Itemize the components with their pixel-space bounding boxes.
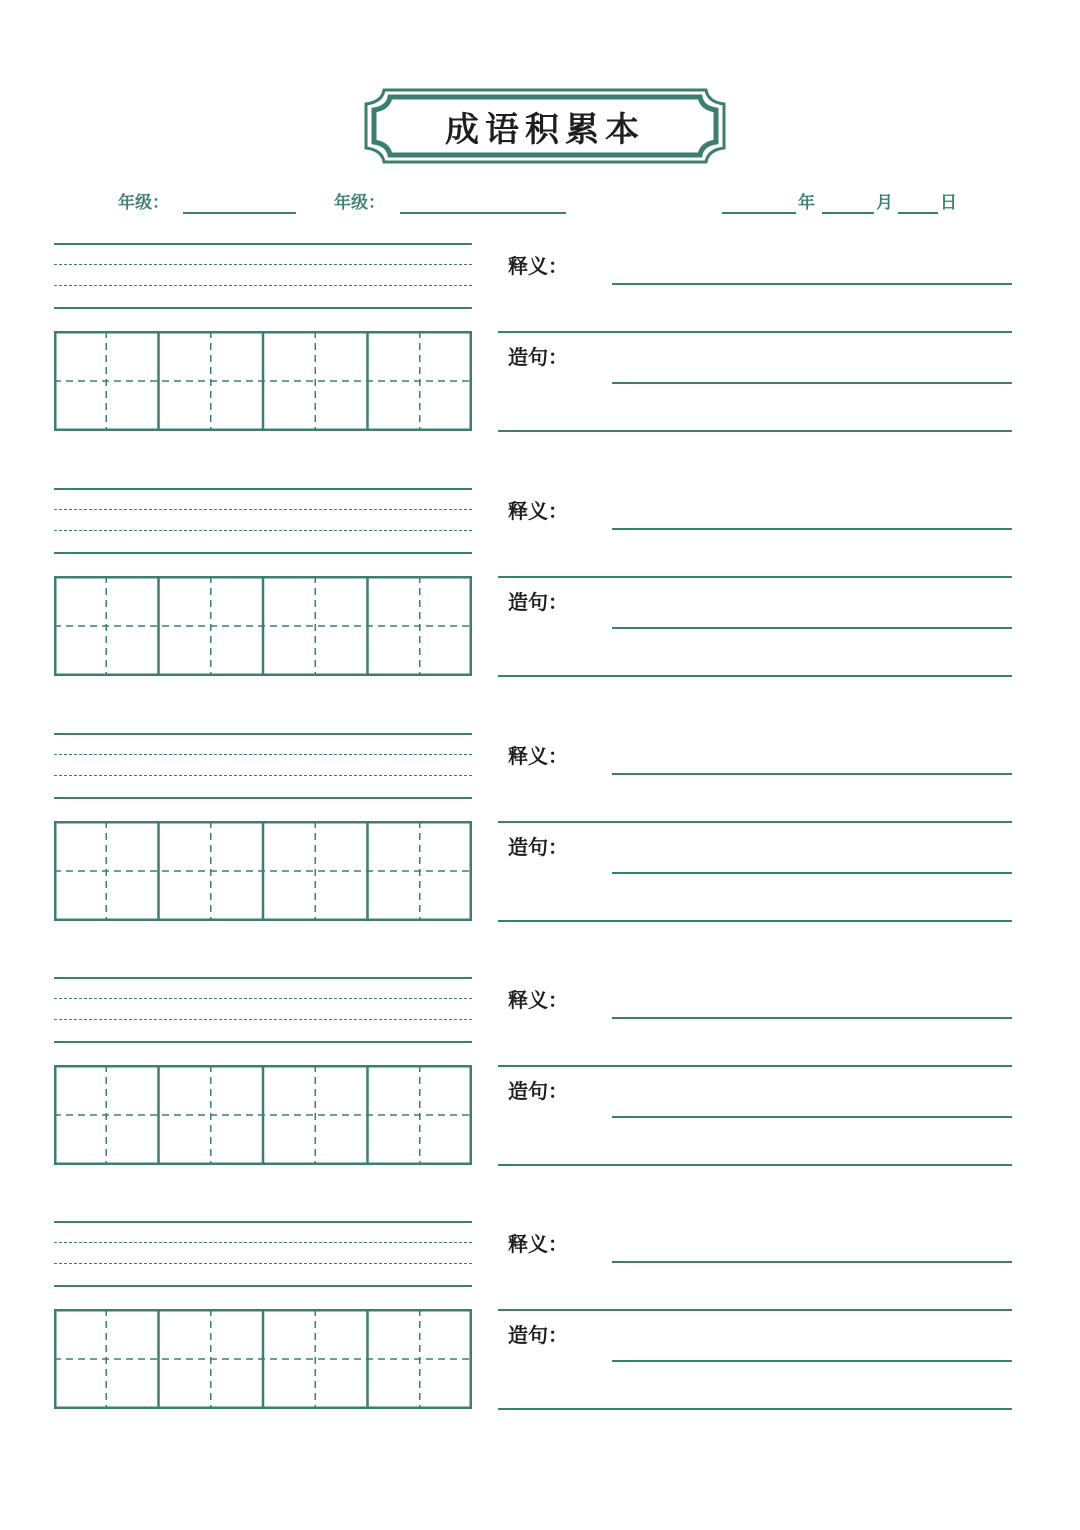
pinyin-dash-line: [54, 285, 472, 286]
sentence-line[interactable]: [612, 627, 1012, 629]
month-label: 月: [876, 193, 893, 213]
sentence-label: 造句：: [508, 345, 568, 369]
meaning-label: 释义：: [508, 988, 568, 1012]
pinyin-dash-line: [54, 998, 472, 999]
pinyin-bottom-line: [54, 797, 472, 799]
year-input-line[interactable]: [722, 212, 796, 214]
idiom-entry: [0, 243, 1080, 443]
pinyin-top-line: [54, 733, 472, 735]
pinyin-bottom-line: [54, 307, 472, 309]
sentence-label: 造句：: [508, 1323, 568, 1347]
grade-input-line-2[interactable]: [400, 212, 566, 214]
sentence-line[interactable]: [498, 430, 1012, 432]
meaning-label: 释义：: [508, 1232, 568, 1256]
meaning-line[interactable]: [498, 576, 1012, 578]
day-input-line[interactable]: [898, 212, 938, 214]
meaning-label: 释义：: [508, 499, 568, 523]
pinyin-bottom-line: [54, 1041, 472, 1043]
meaning-line[interactable]: [612, 773, 1012, 775]
pinyin-dash-line: [54, 530, 472, 531]
tianzige-grid[interactable]: [54, 576, 472, 676]
meaning-line[interactable]: [612, 528, 1012, 530]
pinyin-bottom-line: [54, 552, 472, 554]
month-input-line[interactable]: [822, 212, 874, 214]
sentence-label: 造句：: [508, 1079, 568, 1103]
idiom-entry: [0, 733, 1080, 933]
idiom-entry: [0, 488, 1080, 688]
meaning-line[interactable]: [498, 331, 1012, 333]
grade-input-line[interactable]: [183, 212, 296, 214]
pinyin-bottom-line: [54, 1285, 472, 1287]
sentence-line[interactable]: [498, 1408, 1012, 1410]
meaning-line[interactable]: [498, 1309, 1012, 1311]
grade-label: 年级：: [118, 193, 169, 213]
tianzige-grid[interactable]: [54, 1309, 472, 1409]
meaning-label: 释义：: [508, 744, 568, 768]
meaning-line[interactable]: [612, 1261, 1012, 1263]
idiom-entry: [0, 977, 1080, 1177]
pinyin-top-line: [54, 1221, 472, 1223]
sentence-line[interactable]: [498, 920, 1012, 922]
pinyin-dash-line: [54, 775, 472, 776]
sentence-line[interactable]: [498, 1164, 1012, 1166]
sentence-label: 造句：: [508, 835, 568, 859]
year-label: 年: [798, 193, 815, 213]
day-label: 日: [940, 193, 957, 213]
sentence-line[interactable]: [498, 675, 1012, 677]
idiom-entry: [0, 1221, 1080, 1421]
page-title: 成语积累本: [445, 109, 645, 150]
pinyin-top-line: [54, 488, 472, 490]
pinyin-top-line: [54, 977, 472, 979]
sentence-line[interactable]: [612, 1116, 1012, 1118]
meaning-label: 释义：: [508, 254, 568, 278]
pinyin-dash-line: [54, 1263, 472, 1264]
pinyin-dash-line: [54, 1242, 472, 1243]
pinyin-dash-line: [54, 754, 472, 755]
sentence-label: 造句：: [508, 590, 568, 614]
pinyin-dash-line: [54, 1019, 472, 1020]
tianzige-grid[interactable]: [54, 821, 472, 921]
grade-label-2: 年级：: [334, 193, 385, 213]
pinyin-top-line: [54, 243, 472, 245]
sentence-line[interactable]: [612, 872, 1012, 874]
meaning-line[interactable]: [612, 283, 1012, 285]
meaning-line[interactable]: [498, 821, 1012, 823]
meaning-line[interactable]: [498, 1065, 1012, 1067]
sentence-line[interactable]: [612, 1360, 1012, 1362]
tianzige-grid[interactable]: [54, 1065, 472, 1165]
meaning-line[interactable]: [612, 1017, 1012, 1019]
tianzige-grid[interactable]: [54, 331, 472, 431]
pinyin-dash-line: [54, 509, 472, 510]
sentence-line[interactable]: [612, 382, 1012, 384]
pinyin-dash-line: [54, 264, 472, 265]
